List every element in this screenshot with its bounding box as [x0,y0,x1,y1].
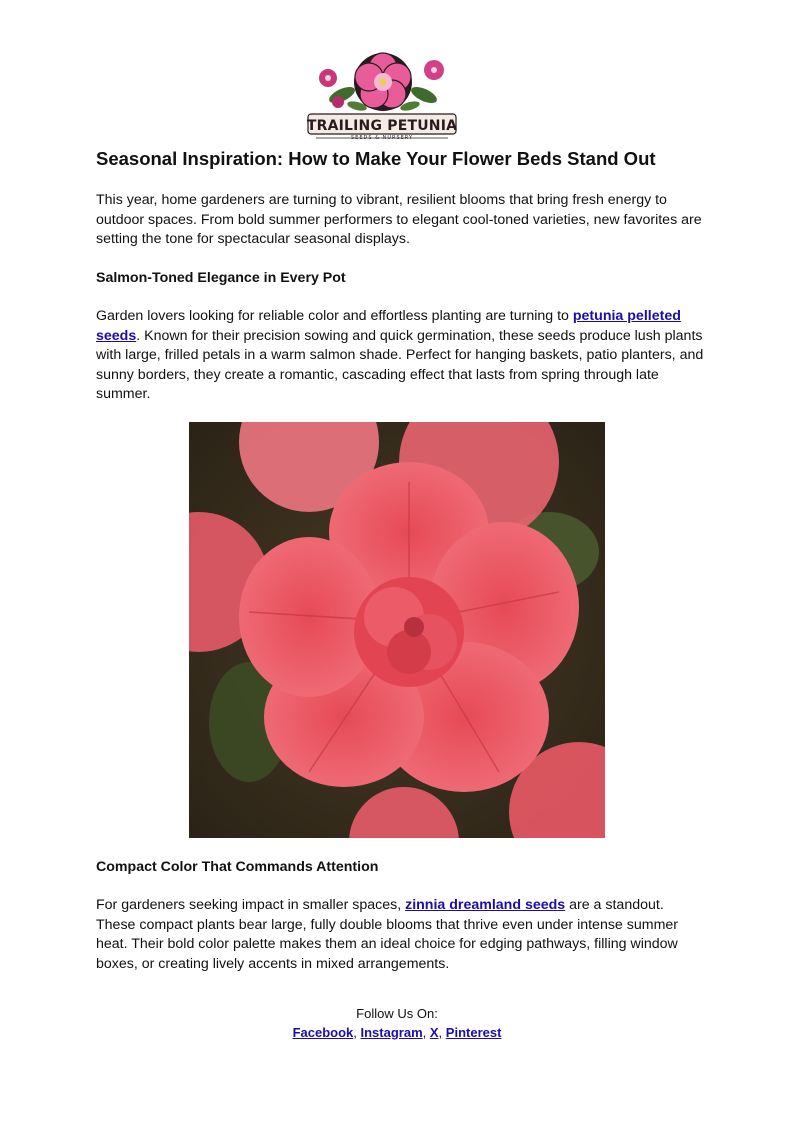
follow-label: Follow Us On: [356,1006,438,1021]
paragraph-text: . Known for their precision sowing and quick germination, these seeds produce lush plants with large, frilled petals in a warm salmon shade. Perfect for hanging baskets, patio planters, and sunny borders, they create a romantic, cascading effect that lasts from spring through late summer. [96,327,704,403]
social-footer [0,1004,794,1042]
logo-tagline: SEEDS & NURSERY [350,135,413,141]
pinterest-link[interactable]: Pinterest [445,1025,502,1040]
brand-logo [302,50,462,145]
x-link[interactable]: X [429,1025,439,1040]
intro-paragraph: This year, home gardeners are turning to vibrant, resilient blooms that bring fresh energy to outdoor spaces. From bold summer performers to elegant cool-toned varieties, new favorites are setting the tone for spectacular seasonal displays. [96,192,702,248]
salmon-petunia-photo [189,422,605,838]
paragraph-text: are a standout. These compact plants bear large, fully double blooms that thrive even under intense summer heat. Their bold color palette makes them an ideal choice for edging pathways, filling window boxes, or creating lively accents in mixed arrangements. [96,897,678,972]
facebook-link[interactable]: Facebook [292,1025,354,1040]
zinnia-dreamland-seeds-link[interactable]: zinnia dreamland seeds [405,897,566,913]
salmon-petunia-image-icon [189,422,605,838]
link-separator: , [353,1025,361,1040]
section-heading-salmon: Salmon-Toned Elegance in Every Pot [96,270,346,286]
logo-brand-text: TRAILING PETUNIA [306,118,458,134]
link-separator: , [422,1025,430,1040]
petunia-pelleted-seeds-link[interactable]: petunia pelleted seeds [96,308,681,344]
paragraph-text: For gardeners seeking impact in smaller spaces, [96,897,406,913]
section-paragraph-salmon [96,307,706,405]
instagram-link[interactable]: Instagram [360,1025,423,1040]
social-links [0,1023,794,1042]
paragraph-text: Garden lovers looking for reliable color and effortless planting are turning to [96,308,573,324]
section-heading-compact: Compact Color That Commands Attention [96,859,379,875]
article-title: Seasonal Inspiration: How to Make Your Flower Beds Stand Out [96,148,656,169]
section-paragraph-compact [96,896,706,974]
link-separator: , [438,1025,446,1040]
